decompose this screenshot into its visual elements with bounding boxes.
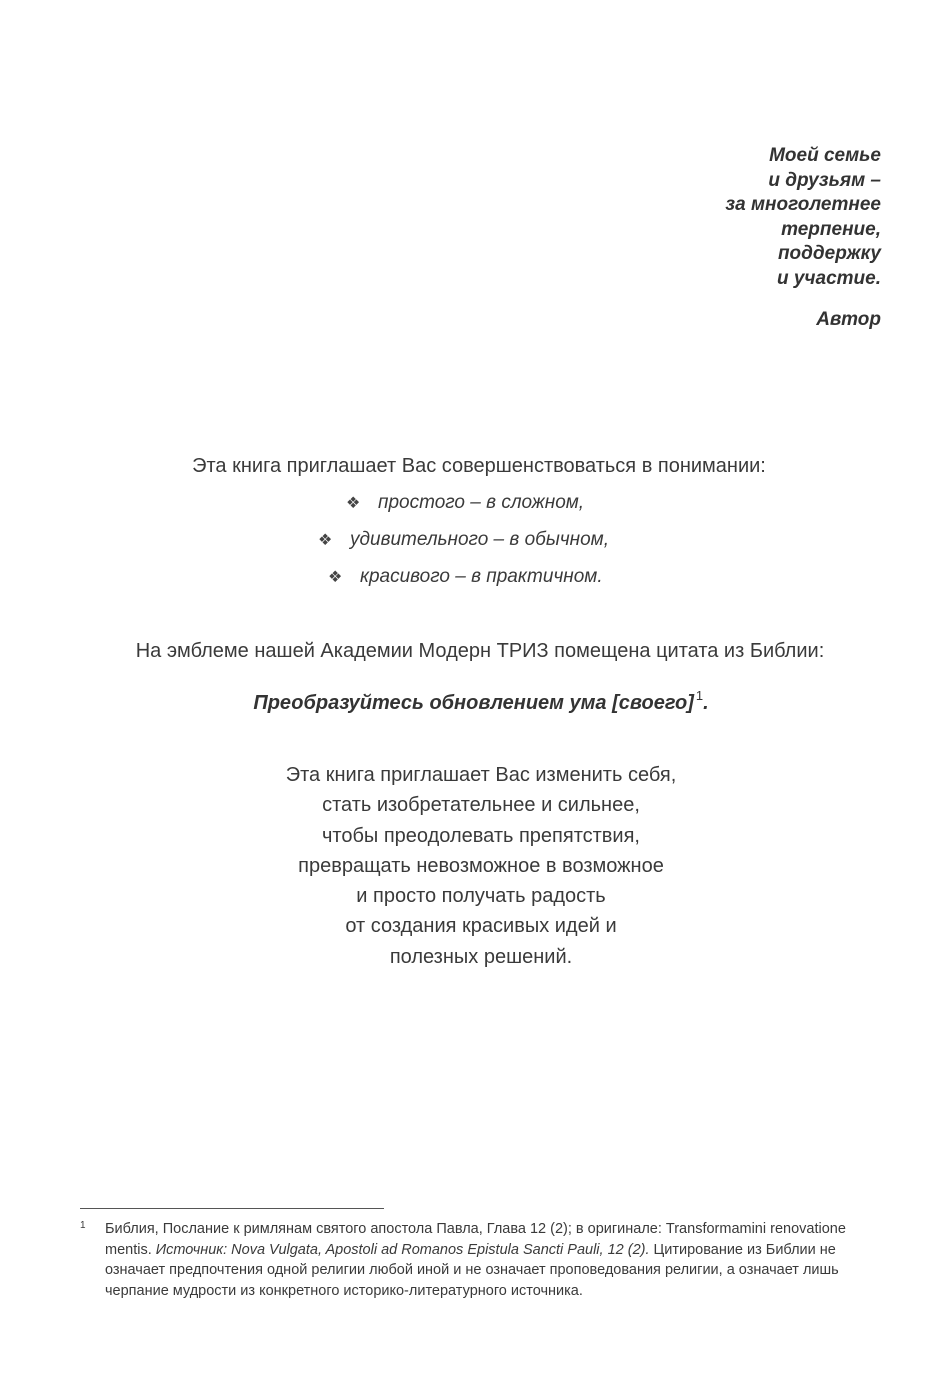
intro-text: Эта книга приглашает Вас совершенствоваться в понимании: (192, 455, 766, 477)
quote-period: . (703, 692, 709, 714)
closing-line: полезных решений. (389, 945, 573, 968)
diamond-bullet-icon: ❖ (318, 532, 333, 549)
closing-line: и просто получать радость (356, 885, 606, 908)
dedication-line: поддержку (777, 243, 881, 265)
dedication-line: за многолетнее (725, 194, 881, 216)
dedication-line: Моей семье (769, 145, 881, 166)
closing-line: Эта книга приглашает Вас изменить себя, (285, 764, 677, 786)
dedication-line: и друзьям – (768, 169, 881, 191)
list-item (328, 566, 603, 588)
footnote-part2: Цитирование из Библии не означает предпочтения одной религии любой иной и не означает проповедования религии, а означает лишь черпание мудрости из конкретного историко-литературного источника. (105, 1241, 839, 1299)
footnote-reference[interactable]: 1 (695, 688, 704, 703)
footnote-text (105, 1219, 880, 1301)
emblem-text: На эмблеме нашей Академии Модерн ТРИЗ помещена цитата из Библии: (135, 640, 825, 662)
dedication-line: терпение, (781, 218, 881, 240)
diamond-bullet-icon: ❖ (346, 495, 361, 512)
footnote-marker: 1 (80, 1220, 86, 1231)
closing-paragraph (0, 760, 928, 972)
footnote-divider (80, 1208, 384, 1209)
closing-line: стать изобретательнее и сильнее, (322, 794, 640, 817)
author-signature: Автор (816, 309, 881, 330)
footnote-part1: Библия, Послание к римлянам святого апостола Павла, Глава 12 (2); в оригинале: Transformamini renovatione mentis. (105, 1221, 846, 1258)
diamond-bullet-icon: ❖ (328, 569, 343, 586)
closing-line: превращать невозможное в возможное (298, 854, 664, 877)
quote-text: Преобразуйтесь обновлением ума [своего] (253, 692, 694, 714)
closing-line: от создания красивых идей и (345, 915, 617, 938)
list-item-text: простого – в сложном, (378, 492, 585, 513)
dedication-line: и участие. (776, 267, 881, 289)
list-item-text: красивого – в практичном. (360, 566, 603, 587)
list-item (346, 492, 584, 514)
footnote (80, 1219, 880, 1301)
list-item (318, 529, 609, 551)
footnote-source: Источник: Nova Vulgata, Apostoli ad Romanos Epistula Sancti Pauli, 12 (2). (155, 1241, 650, 1258)
bible-quote (0, 688, 928, 715)
dedication (725, 144, 881, 292)
closing-line: чтобы преодолевать препятствия, (321, 824, 640, 847)
list-item-text: удивительного – в обычном, (350, 529, 609, 550)
